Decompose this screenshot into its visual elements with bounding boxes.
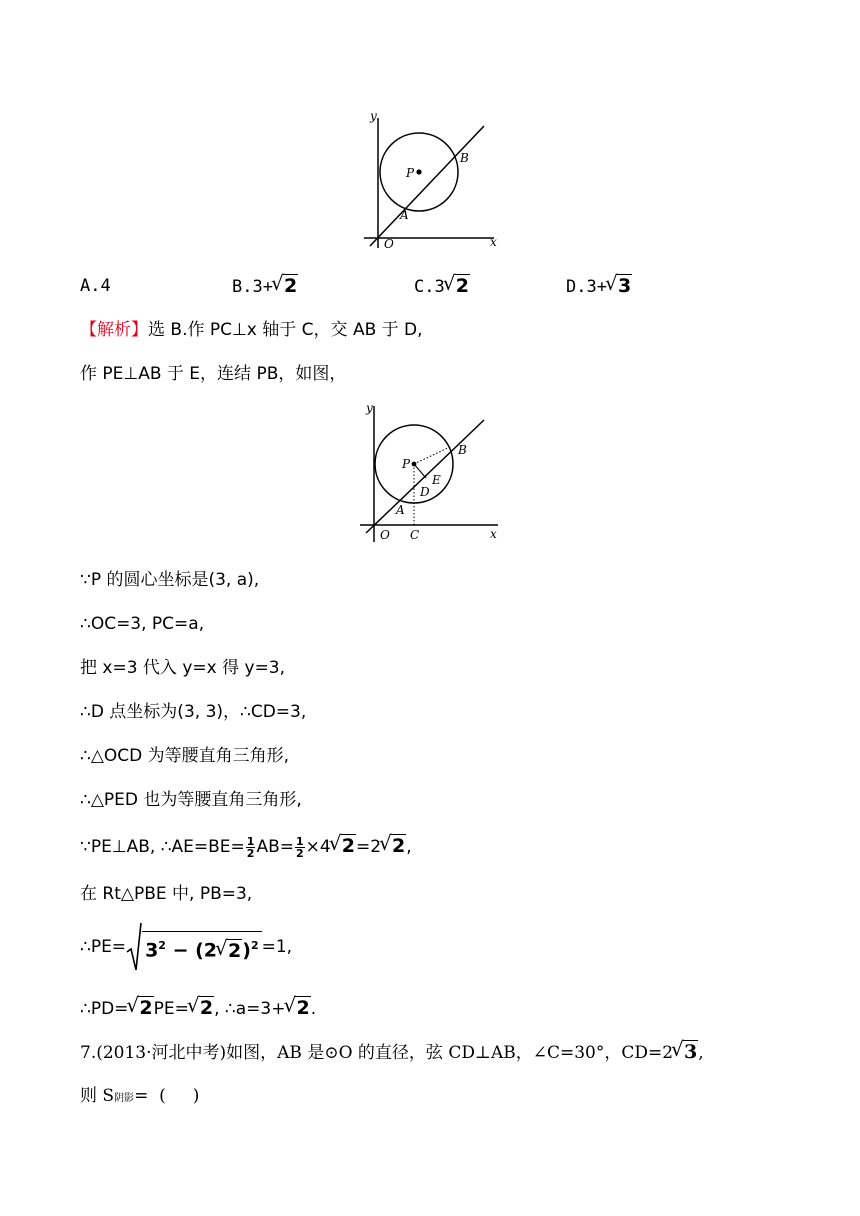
step-10-part-a: ∴PD= — [80, 999, 129, 1019]
fig1-label-y: y — [370, 109, 377, 123]
step-10-radicand-2: 2 — [199, 997, 214, 1019]
question-7-answer-blank: = ( ) — [134, 1086, 200, 1106]
fraction-2-numerator: 1 — [296, 834, 304, 848]
step-9-part-a: ∴PE= — [80, 937, 127, 957]
fraction-1-numerator: 1 — [246, 834, 255, 848]
step-10-radicand-3: 2 — [296, 997, 310, 1019]
step-4: ∴D 点坐标为(3, 3)，∴CD=3, — [80, 702, 307, 722]
step-3: 把 x=3 代入 y=x 得 y=3, — [80, 658, 286, 678]
fig2-label-e: E — [432, 473, 441, 487]
fig2-label-y: y — [366, 401, 373, 415]
option-c-prefix: C.3 — [414, 277, 445, 297]
step-7-part-d: =2 — [355, 837, 382, 857]
step-9-minus: − (2 — [165, 939, 218, 962]
fraction-2-denominator: 2 — [296, 846, 304, 860]
question-7-subscript: 阴影 — [114, 1093, 135, 1104]
step-10-part-b: PE= — [153, 999, 189, 1019]
step-10-sqrt-2 — [189, 996, 214, 1020]
step-10-sqrt-1 — [128, 996, 153, 1020]
fraction-1-denominator: 2 — [246, 846, 255, 860]
step-7-part-b: AB= — [256, 837, 294, 857]
option-d-radicand: 3 — [617, 275, 632, 297]
step-9-part-c: =1, — [261, 937, 293, 957]
option-b — [232, 274, 298, 299]
fig2-label-o: O — [380, 528, 390, 542]
solution-line-1 — [80, 318, 423, 342]
step-9 — [80, 922, 292, 972]
step-7-sqrt-2 — [381, 834, 406, 858]
step-7 — [80, 834, 412, 859]
step-7-part-e: , — [406, 837, 412, 857]
step-9-exp-1: 2 — [158, 939, 166, 953]
option-d-prefix: D.3+ — [566, 277, 607, 297]
step-7-sqrt-1 — [331, 834, 356, 858]
step-8: 在 Rt△PBE 中, PB=3, — [80, 884, 253, 904]
fig1-label-p: P — [406, 166, 415, 180]
fig1-label-a: A — [400, 208, 409, 222]
step-1: ∵P 的圆心坐标是(3, a), — [80, 570, 260, 590]
fraction-half-2 — [295, 836, 305, 859]
question-7-comma: , — [698, 1043, 704, 1063]
question-7-line-2 — [80, 1084, 199, 1111]
fig1-label-o: O — [384, 237, 394, 250]
option-b-prefix: B.3+ — [232, 277, 273, 297]
step-10-sqrt-3 — [285, 996, 310, 1020]
fig1-label-x: x — [490, 235, 497, 249]
question-7-text-2: 则 S — [80, 1086, 115, 1106]
step-7-radicand-1: 2 — [341, 835, 355, 857]
step-9-inner-radicand: 2 — [228, 939, 242, 962]
figure-2 — [356, 400, 506, 545]
step-9-inner-sqrt — [217, 939, 242, 963]
step-10 — [80, 996, 316, 1021]
option-c-sqrt — [445, 274, 470, 298]
option-c — [414, 274, 470, 299]
fig2-label-x: x — [490, 527, 497, 541]
step-10-radicand-1: 2 — [139, 997, 153, 1019]
solution-tag: 【解析】 — [80, 320, 148, 340]
option-d-sqrt — [607, 274, 632, 298]
fig2-label-b: B — [458, 443, 467, 457]
fig2-label-a: A — [396, 503, 405, 517]
solution-line-2: 作 PE⊥AB 于 E，连结 PB，如图， — [80, 364, 347, 384]
fig2-label-c: C — [410, 528, 420, 542]
step-9-close-paren: ) — [242, 939, 251, 962]
step-7-part-a: ∵PE⊥AB, ∴AE=BE= — [80, 837, 245, 857]
fig2-label-p: P — [402, 457, 411, 471]
step-2: ∴OC=3, PC=a, — [80, 614, 205, 634]
step-9-three: 3 — [145, 939, 159, 962]
step-7-part-c: ×4 — [305, 837, 331, 857]
option-b-radicand: 2 — [283, 275, 298, 297]
question-7-radicand: 3 — [684, 1041, 698, 1063]
option-b-sqrt — [273, 274, 298, 298]
step-9-radicand — [142, 931, 262, 962]
step-7-radicand-2: 2 — [392, 835, 406, 857]
step-10-part-d: . — [310, 999, 317, 1019]
step-9-exp-2: 2 — [250, 939, 259, 953]
option-a: A.4 — [80, 276, 111, 296]
fig1-label-b: B — [460, 151, 469, 165]
figure-1 — [360, 108, 510, 250]
option-d — [566, 274, 632, 299]
step-5: ∴△OCD 为等腰直角三角形, — [80, 746, 290, 766]
solution-text-1: 选 B.作 PC⊥x 轴于 C，交 AB 于 D, — [148, 320, 423, 340]
question-7-text-1: 7.(2013·河北中考)如图，AB 是⊙O 的直径，弦 CD⊥AB，∠C=30°，CD=2 — [80, 1043, 674, 1063]
question-7-sqrt — [673, 1040, 698, 1064]
question-7-line-1 — [80, 1040, 704, 1065]
step-6: ∴△PED 也为等腰直角三角形, — [80, 790, 302, 810]
step-10-part-c: , ∴a=3+ — [214, 999, 286, 1019]
fig2-label-d: D — [420, 485, 430, 499]
fraction-half-1 — [246, 836, 256, 859]
step-9-big-sqrt — [126, 922, 262, 972]
option-c-radicand: 2 — [455, 275, 469, 297]
